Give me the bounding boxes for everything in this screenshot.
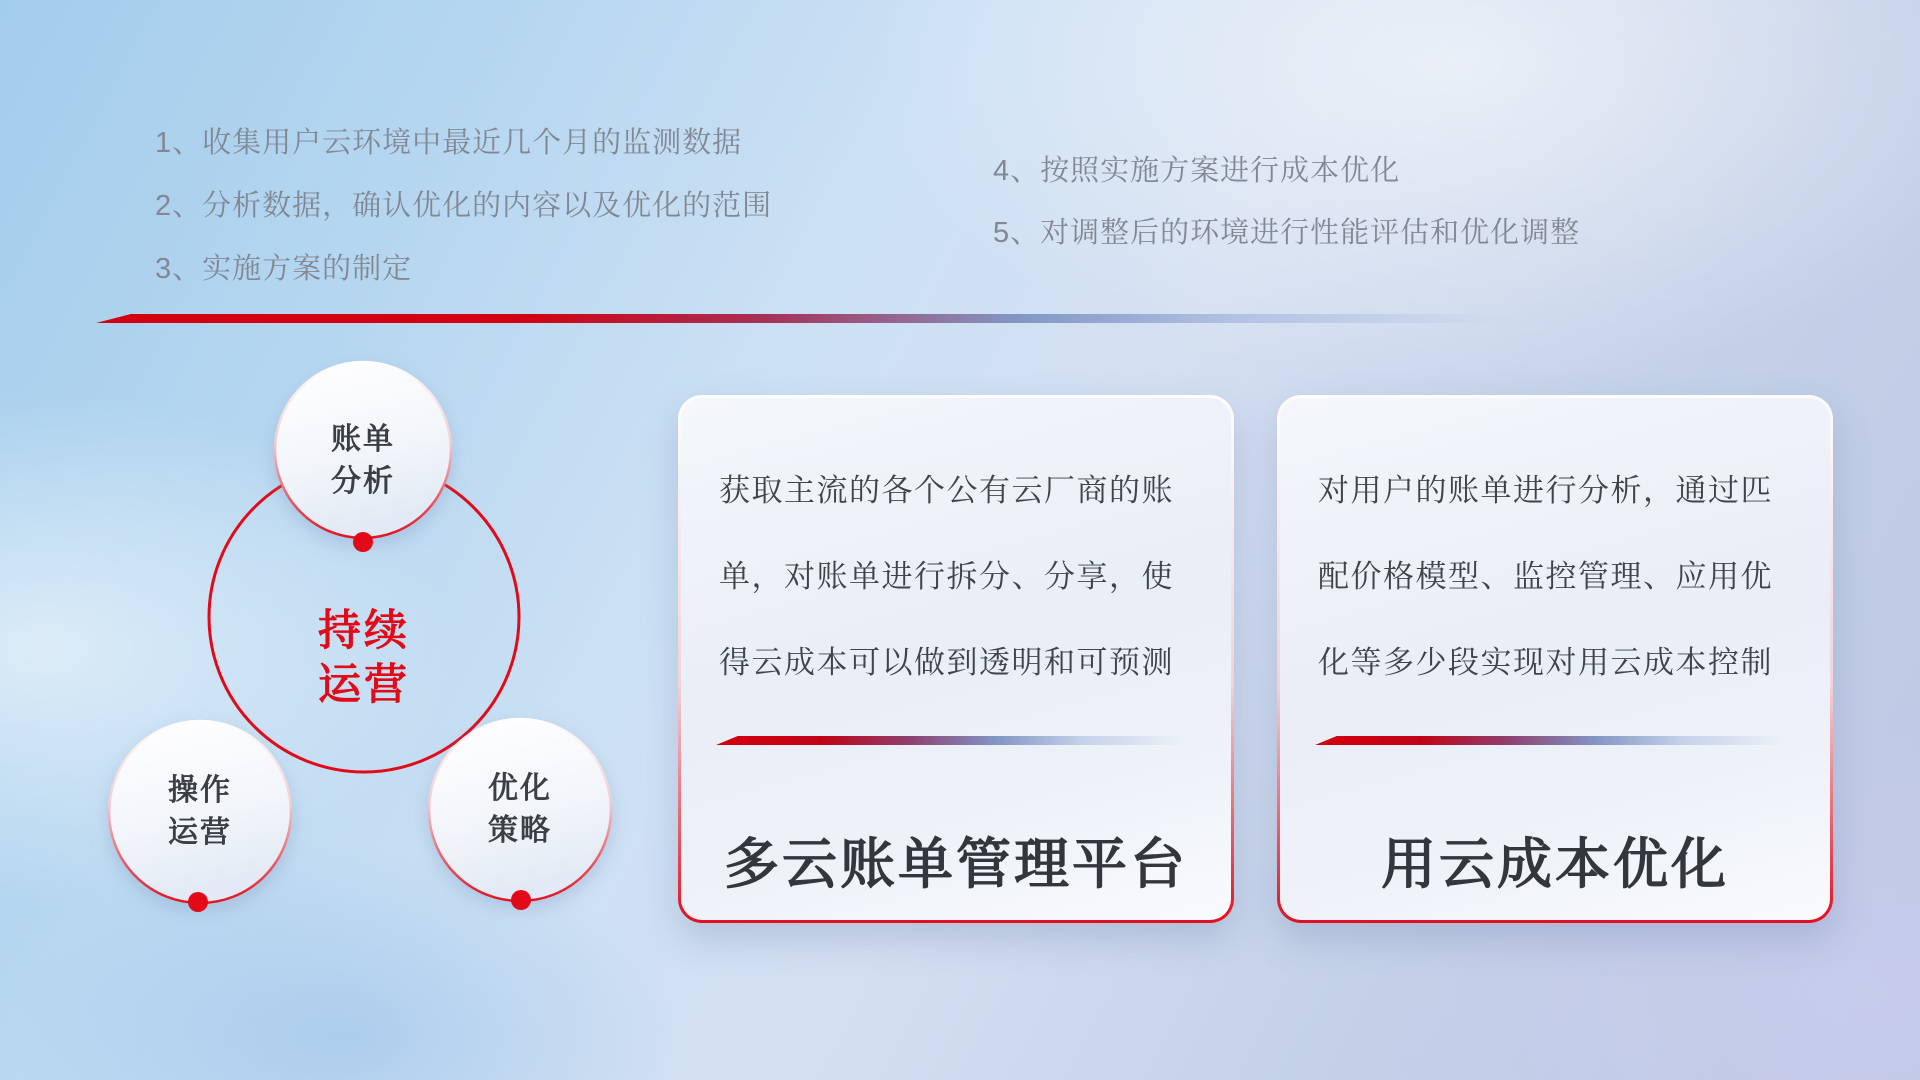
card-body-text: [1318, 448, 1800, 706]
node-label-line: 账单: [331, 423, 395, 456]
step-item-1: 1、收集用户云环境中最近几个月的监测数据: [155, 127, 743, 159]
node-dot-top: [353, 532, 373, 552]
card-body-line: 化等多少段实现对用云成本控制: [1318, 645, 1773, 680]
node-label-optimize-strategy: [420, 768, 620, 852]
node-label-line: 运营: [168, 816, 232, 849]
cycle-center-label: [254, 604, 474, 712]
card-body-line: 对用户的账单进行分析，通过匹: [1318, 473, 1773, 508]
card-title: 多云账单管理平台: [723, 833, 1188, 895]
node-dot-left: [188, 892, 208, 912]
node-label-line: 分析: [331, 465, 395, 498]
node-label-line: 优化: [488, 772, 552, 805]
card-body-line: 得云成本可以做到透明和可预测: [719, 645, 1174, 680]
node-dot-right: [511, 890, 531, 910]
cycle-center-line: 持续: [318, 607, 410, 655]
card-cloud-cost-optimization: [1277, 395, 1833, 923]
node-label-line: 操作: [168, 774, 232, 807]
card-title: 用云成本优化: [1380, 833, 1729, 895]
step-item-2: 2、分析数据，确认优化的内容以及优化的范围: [155, 190, 773, 222]
card-body-line: 单，对账单进行拆分、分享，使: [719, 559, 1174, 594]
node-label-line: 策略: [488, 814, 552, 847]
step-item-3: 3、实施方案的制定: [155, 253, 413, 285]
card-divider-line: [1315, 736, 1799, 745]
step-item-4: 4、按照实施方案进行成本优化: [993, 155, 1401, 187]
card-body-line: 配价格模型、监控管理、应用优: [1318, 559, 1773, 594]
card-divider-line: [716, 736, 1200, 745]
card-multicloud-billing: [678, 395, 1234, 923]
card-body-line: 获取主流的各个公有云厂商的账: [719, 473, 1174, 508]
card-inner: [1280, 398, 1830, 920]
card-inner: [681, 398, 1231, 920]
node-label-operation: [100, 770, 300, 854]
cycle-center-line: 运营: [318, 661, 410, 709]
step-item-5: 5、对调整后的环境进行性能评估和优化调整: [993, 217, 1581, 249]
node-label-bill-analysis: [263, 419, 463, 503]
card-body-text: [719, 448, 1201, 706]
